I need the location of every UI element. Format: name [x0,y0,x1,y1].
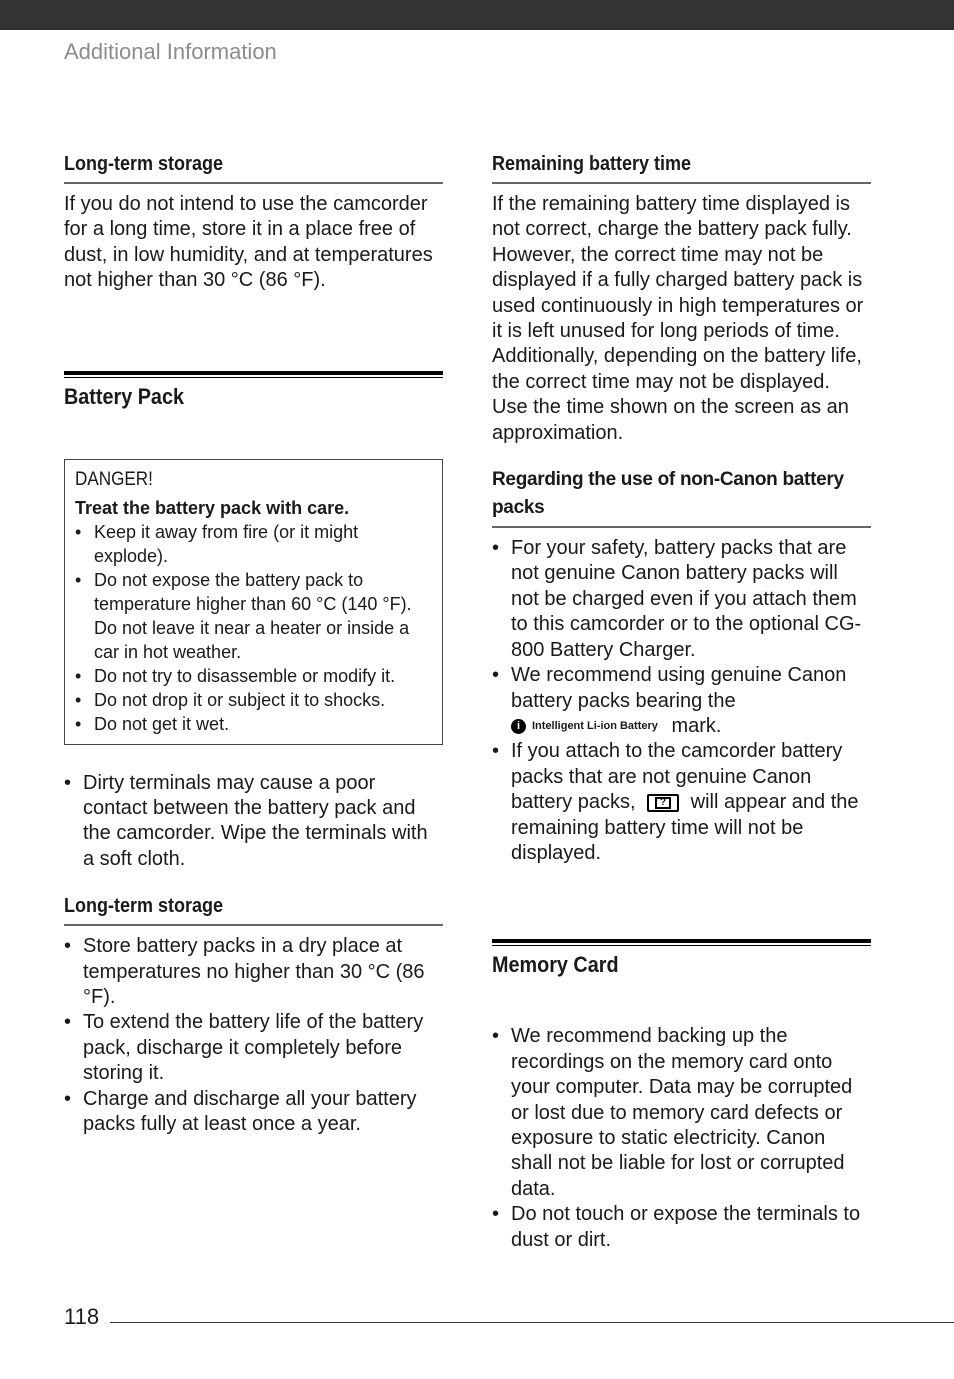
list-item: • Keep it away from fire (or it might explode). [75,520,432,568]
list-item: • Charge and discharge all your battery packs fully at least once a year. [64,1087,443,1138]
list-item: • We recommend backing up the recordings on the memory card onto your computer. Data may be corrupted or lost due to memory card defects or exposure to static electricity. Canon shall not be liable for lost or corrupted data. [492,1024,871,1202]
list-item: • Do not try to disassemble or modify it. [75,664,432,688]
page-number: 118 [64,1304,100,1329]
noncanon-list [492,536,871,866]
battery-warning-glyph: ? [655,797,671,809]
danger-lead: Treat the battery pack with care. [75,497,350,518]
memory-card-list [492,1024,871,1253]
long-term-storage-heading: Long-term storage [64,153,224,175]
battery-warning-icon [647,794,679,812]
item-text: will appear and the remaining battery time will not be displayed. [511,791,859,864]
memory-card-heading: Memory Card [492,952,619,978]
danger-title: DANGER! [75,468,153,490]
battery-mark-text: Intelligent Li-ion Battery [532,719,658,732]
remaining-battery-text: If the remaining battery time displayed is not correct, charge the battery pack fully. However, the correct time may not be displayed if a fully charged battery pack is used continuously in high temperatures or it is left unused for long periods of time. Additionally, depending on the battery life, the correct time may not be displayed. Use the time shown on the screen as an approximation. [492,193,864,444]
list-item: • Do not expose the battery pack to temperature higher than 60 °C (140 °F). Do not leave it near a heater or inside a car in hot weather. [75,568,432,664]
list-item: • Do not drop it or subject it to shocks. [75,688,432,712]
footer-rule [110,1322,954,1323]
danger-box [64,459,443,745]
list-item [492,663,871,739]
item-text: mark. [671,714,722,737]
battery-pack-heading-wrap [64,371,443,412]
storage2-heading-wrap [64,892,443,926]
list-item: • Do not touch or expose the terminals to dust or dirt. [492,1202,871,1253]
remaining-battery-heading: Remaining battery time [492,153,692,175]
left-column [64,150,443,1138]
list-item: • For your safety, battery packs that are not genuine Canon battery packs will not be charged even if you attach them to this camcorder or to the optional CG-800 Battery Charger. [492,536,871,663]
terminals-list [64,771,443,873]
item-text: We recommend using genuine Canon battery packs bearing the [511,664,847,712]
memory-card-heading-wrap [492,939,871,980]
non-canon-heading: Regarding the use of non-Canon battery packs [492,469,844,519]
list-item: • Do not get it wet. [75,712,432,736]
list-item: • Store battery packs in a dry place at temperatures no higher than 30 °C (86 °F). [64,934,443,1010]
long-term-storage-text: If you do not intend to use the camcorder for a long time, store it in a place free of dust, in low humidity, and at temperatures not higher than 30 °C (86 °F). [64,193,433,292]
list-item [492,739,871,866]
list-item: • To extend the battery life of the battery pack, discharge it completely before storing it. [64,1010,443,1086]
danger-list [75,520,432,736]
right-column [492,150,871,1253]
battery-logo-icon: i [511,719,526,734]
top-bar [0,0,954,30]
item-text: If you attach to the camcorder battery packs that are not genuine Canon battery packs, [511,740,843,814]
intelligent-battery-mark [511,714,658,739]
noncanon-heading-wrap [492,466,871,528]
section-label: Additional Information [64,39,277,64]
battery-pack-heading: Battery Pack [64,383,184,409]
remaining-heading-wrap [492,150,871,184]
long-term-storage-heading-2: Long-term storage [64,895,224,918]
storage2-list [64,934,443,1137]
storage-heading-wrap [64,150,443,184]
list-item: • Dirty terminals may cause a poor contact between the battery pack and the camcorder. Wipe the terminals with a soft cloth. [64,771,443,873]
